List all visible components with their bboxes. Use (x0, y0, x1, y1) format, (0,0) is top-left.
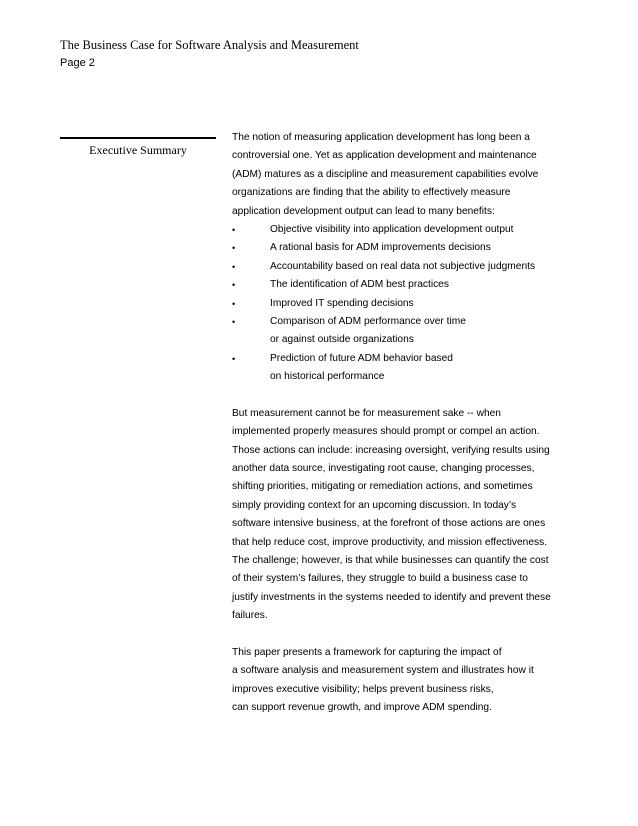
bullet-icon: • (232, 316, 236, 327)
text-line: that help reduce cost, improve productivity, and mission effectiveness. (232, 536, 548, 548)
bullet-icon: • (232, 353, 236, 364)
list-item (232, 295, 572, 313)
list-item (232, 239, 572, 257)
list-item (232, 350, 572, 368)
text-line: software intensive business, at the forefront of those actions are ones (232, 518, 546, 530)
text-line: a software analysis and measurement system and illustrates how it (232, 665, 534, 677)
list-item-continuation (232, 331, 572, 349)
list-item (232, 276, 572, 294)
list-item-text: Accountability based on real data not subjective judgments (270, 260, 536, 272)
text-line: The challenge; however, is that while businesses can quantify the cost (232, 554, 549, 566)
list-item (232, 221, 572, 239)
bullet-icon: • (232, 298, 236, 309)
bullet-icon: • (232, 243, 236, 254)
paragraph-spacer (232, 386, 572, 404)
text-line: another data source, investigating root cause, changing processes, (232, 463, 535, 475)
list-item-text: Comparison of ADM performance over time (270, 315, 466, 327)
text-line: of their system’s failures, they struggle to build a business case to (232, 573, 528, 585)
framework-paragraph (232, 644, 572, 718)
text-line: The notion of measuring application development has long been a (232, 132, 530, 143)
text-line: implemented properly measures should prompt or compel an action. (232, 426, 540, 438)
text-line: controversial one. Yet as application development and maintenance (232, 150, 537, 162)
list-item-text: Prediction of future ADM behavior based (270, 352, 453, 364)
text-line: organizations are finding that the ability to effectively measure (232, 187, 511, 199)
text-line: can support revenue growth, and improve ADM spending. (232, 702, 492, 714)
paragraph-spacer (232, 626, 572, 644)
text-line: improves executive visibility; helps prevent business risks, (232, 683, 494, 695)
list-item-text: The identification of ADM best practices (270, 279, 449, 291)
measurement-paragraph (232, 405, 572, 626)
list-item-text: Improved IT spending decisions (270, 297, 414, 309)
text-line: application development output can lead to many benefits: (232, 205, 495, 217)
text-line: (ADM) matures as a discipline and measurement capabilities evolve (232, 168, 539, 180)
intro-paragraph (232, 129, 572, 221)
bullet-icon: • (232, 224, 236, 235)
list-item-continuation (232, 368, 572, 386)
page-number: Page 2 (60, 57, 95, 69)
list-item (232, 258, 572, 276)
bullet-icon: • (232, 261, 236, 272)
text-line: Those actions can include: increasing oversight, verifying results using (232, 444, 550, 456)
body-text (232, 129, 572, 718)
text-line: simply providing context for an upcoming discussion. In today’s (232, 499, 517, 511)
text-line: failures. (232, 610, 268, 622)
list-item-text: Objective visibility into application development output (270, 223, 514, 235)
text-line: shifting priorities, mitigating or remediation actions, and sometimes (232, 481, 533, 493)
document-title: The Business Case for Software Analysis and Measurement (60, 38, 359, 52)
list-item-text: on historical performance (270, 371, 385, 383)
benefits-list (232, 221, 572, 387)
text-line: This paper presents a framework for capturing the impact of (232, 646, 502, 658)
text-line: justify investments in the systems needed to identify and prevent these (232, 591, 551, 603)
list-item (232, 313, 572, 331)
list-item-text: A rational basis for ADM improvements decisions (270, 242, 491, 254)
bullet-icon: • (232, 280, 236, 291)
section-divider (60, 137, 216, 139)
text-line: But measurement cannot be for measurement sake -- when (232, 407, 501, 419)
list-item-text: or against outside organizations (270, 334, 414, 346)
section-heading: Executive Summary (89, 143, 187, 157)
